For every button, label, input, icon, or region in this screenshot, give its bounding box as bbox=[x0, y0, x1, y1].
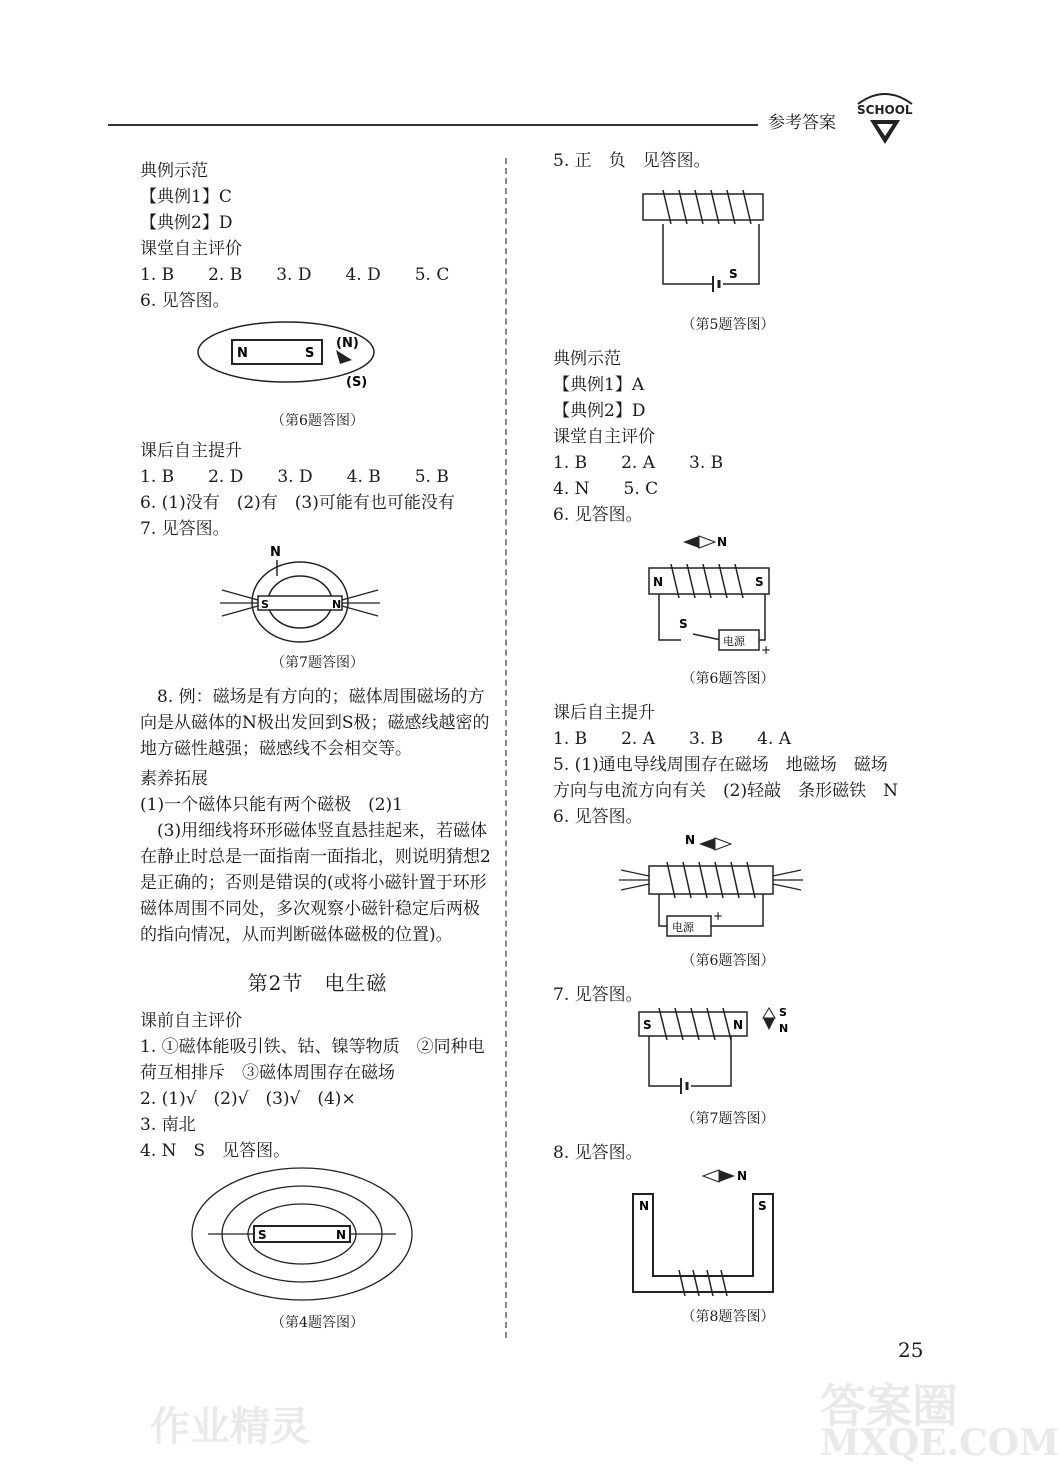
diagram-q6-solenoid-power bbox=[553, 528, 903, 658]
svg-text:电源: 电源 bbox=[672, 921, 694, 934]
heading-extension: 素养拓展 bbox=[140, 769, 208, 789]
left-column bbox=[140, 158, 495, 1336]
page-number: 25 bbox=[898, 1338, 924, 1362]
heading-class-eval: 课堂自主评价 bbox=[140, 239, 242, 259]
answer-line: 7. 见答图。 bbox=[140, 519, 230, 539]
watermark-url: MXQE.COM bbox=[820, 1422, 1059, 1464]
header-title: 参考答案 bbox=[768, 113, 836, 133]
caption-q5: （第5题答图） bbox=[681, 317, 775, 333]
heading-example: 典例示范 bbox=[140, 161, 208, 181]
svg-text:+: + bbox=[761, 643, 772, 657]
svg-text:N: N bbox=[270, 545, 281, 560]
answer-line: 4. N S 见答图。 bbox=[140, 1141, 291, 1161]
answer-line: 3. 南北 bbox=[140, 1115, 196, 1135]
svg-text:S: S bbox=[261, 598, 269, 611]
caption-q4: （第4题答图） bbox=[271, 1315, 364, 1331]
answer-line: 【典例2】D bbox=[140, 213, 233, 233]
caption-q6b: （第6题答图） bbox=[681, 953, 775, 969]
answer-paragraph-ext3: (3)用细线将环形磁体竖直悬挂起来，若磁体在静止时总是一面指南一面指北，则说明猜想2是正确的；否则是错误的(或将小磁针置于环形磁体周围不同处，多次观察小磁针稳定后两极的指向情况，从而判断磁体磁极的位置)。 bbox=[140, 821, 491, 945]
answer-line: 8. 见答图。 bbox=[553, 1143, 643, 1163]
caption-q7: （第7题答图） bbox=[681, 1111, 775, 1127]
answer-paragraph-q5: 5. (1)通电导线周围存在磁场 地磁场 磁场方向与电流方向有关 (2)轻敲 条形磁铁 N bbox=[553, 755, 898, 801]
answer-line: 1. B 2. D 3. D 4. B 5. B bbox=[140, 467, 449, 487]
answer-line: (1)一个磁体只能有两个磁极 (2)1 bbox=[140, 795, 403, 815]
answer-line: 7. 见答图。 bbox=[553, 985, 643, 1005]
svg-text:(N): (N) bbox=[336, 336, 359, 351]
heading-example: 典例示范 bbox=[553, 349, 621, 369]
caption-q6: （第6题答图） bbox=[271, 413, 364, 429]
diagram-q7-solenoid-compass bbox=[553, 1008, 903, 1098]
answer-line: 【典例2】D bbox=[553, 401, 646, 421]
answer-line: 6. (1)没有 (2)有 (3)可能有也可能没有 bbox=[140, 493, 455, 513]
answer-line: 6. 见答图。 bbox=[553, 807, 643, 827]
svg-text:SCHOOL: SCHOOL bbox=[857, 103, 913, 117]
svg-text:N: N bbox=[237, 346, 248, 361]
heading-preclass-eval: 课前自主评价 bbox=[140, 1011, 242, 1031]
svg-text:S: S bbox=[305, 346, 315, 361]
svg-text:+: + bbox=[713, 909, 724, 923]
diagram-q8-u-magnet bbox=[553, 1166, 903, 1296]
heading-class-eval: 课堂自主评价 bbox=[553, 427, 655, 447]
svg-text:S: S bbox=[258, 1228, 267, 1242]
school-logo bbox=[850, 86, 920, 148]
svg-text:S: S bbox=[643, 1018, 652, 1032]
diagram-q5-solenoid-circuit bbox=[553, 174, 903, 304]
watermark-right: 答案圈 bbox=[820, 1379, 958, 1433]
answer-line: 6. 见答图。 bbox=[553, 505, 643, 525]
answer-paragraph-q8: 8. 例：磁场是有方向的；磁体周围磁场的方向是从磁体的N极出发回到S极；磁感线越密的地方磁性越强；磁感线不会相交等。 bbox=[140, 687, 490, 759]
answer-line: 【典例1】C bbox=[140, 187, 232, 207]
svg-text:N: N bbox=[733, 1018, 744, 1032]
svg-text:N: N bbox=[653, 575, 664, 589]
svg-text:S: S bbox=[758, 1199, 767, 1213]
section-title: 第2节 电生磁 bbox=[247, 971, 388, 995]
diagram-q7-field-lines bbox=[140, 542, 495, 642]
diagram-q4-field-lines bbox=[140, 1164, 495, 1302]
answer-line: 1. B 2. A 3. B 4. A bbox=[553, 729, 792, 749]
right-column bbox=[553, 148, 903, 1330]
answer-line: 【典例1】A bbox=[553, 375, 645, 395]
heading-after-class: 课后自主提升 bbox=[140, 441, 242, 461]
svg-text:N: N bbox=[332, 598, 342, 611]
svg-text:S: S bbox=[679, 617, 688, 631]
svg-text:N: N bbox=[639, 1199, 650, 1213]
svg-text:N: N bbox=[717, 535, 728, 549]
answer-line: 6. 见答图。 bbox=[140, 291, 230, 311]
diagram-q6-bar-magnet bbox=[140, 314, 495, 400]
svg-text:N: N bbox=[737, 1169, 748, 1183]
svg-text:电源: 电源 bbox=[723, 635, 745, 648]
svg-text:N: N bbox=[779, 1022, 789, 1035]
caption-q6a: （第6题答图） bbox=[681, 671, 775, 687]
heading-after-class: 课后自主提升 bbox=[553, 703, 655, 723]
svg-text:N: N bbox=[685, 833, 696, 847]
caption-q8: （第8题答图） bbox=[681, 1309, 775, 1325]
answer-line: 4. N 5. C bbox=[553, 479, 659, 499]
answer-line: 2. (1)√ (2)√ (3)√ (4)× bbox=[140, 1089, 356, 1109]
answer-line: 1. B 2. A 3. B bbox=[553, 453, 724, 473]
svg-text:S: S bbox=[779, 1006, 787, 1019]
diagram-q6b-solenoid-field bbox=[553, 830, 903, 940]
watermark-left: 作业精灵 bbox=[150, 1403, 310, 1450]
header-rule bbox=[108, 124, 758, 126]
answer-line: 5. 正 负 见答图。 bbox=[553, 151, 711, 171]
svg-text:S: S bbox=[729, 267, 738, 281]
svg-text:N: N bbox=[336, 1228, 347, 1242]
column-divider bbox=[505, 158, 507, 1338]
svg-text:S: S bbox=[755, 575, 764, 589]
answer-paragraph-q1: 1. ①磁体能吸引铁、钴、镍等物质 ②同种电荷互相排斥 ③磁体周围存在磁场 bbox=[140, 1037, 485, 1083]
svg-text:(S): (S) bbox=[346, 375, 368, 390]
answer-line: 1. B 2. B 3. D 4. D 5. C bbox=[140, 265, 450, 285]
caption-q7: （第7题答图） bbox=[271, 655, 364, 671]
